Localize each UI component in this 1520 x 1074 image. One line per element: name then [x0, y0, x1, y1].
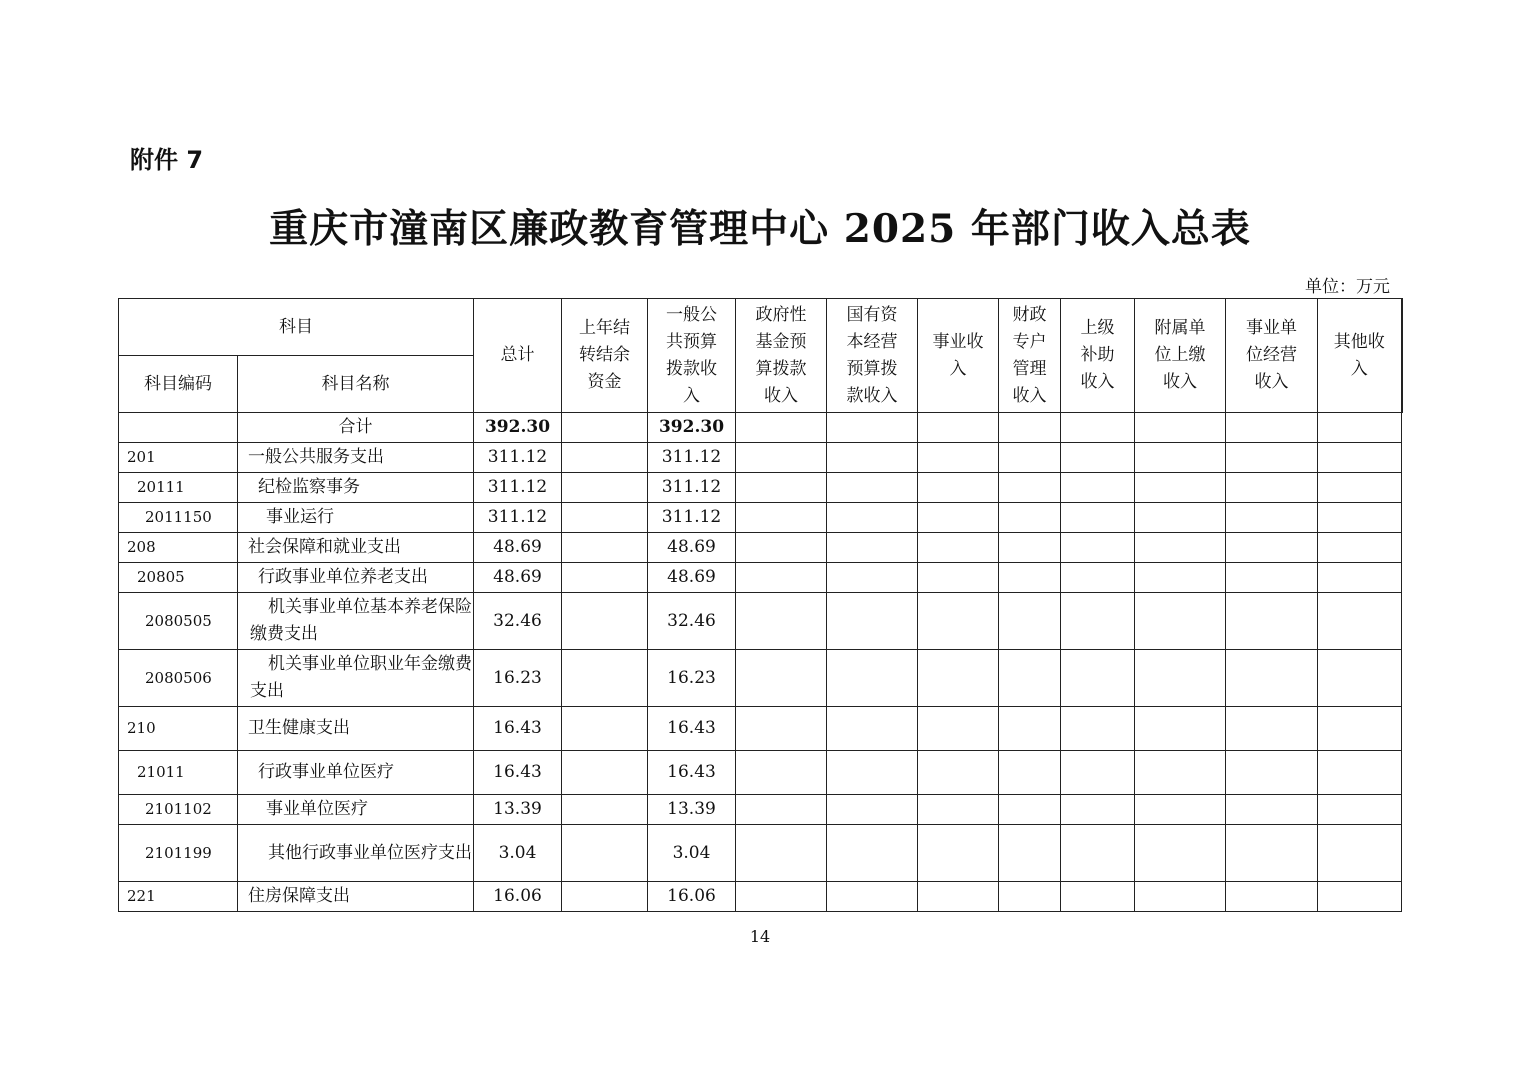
attachment-label: 附件 7	[130, 146, 204, 174]
header-subject-code: 科目编码	[119, 356, 238, 413]
row-name: 纪检监察事务	[238, 473, 474, 503]
income-summary-table	[118, 298, 1403, 912]
row-total: 16.06	[474, 882, 562, 912]
row-general: 311.12	[648, 503, 736, 533]
table-body	[119, 413, 1402, 912]
row-code: 210	[119, 707, 238, 751]
row-empty-cell	[562, 413, 648, 443]
row-name: 其他行政事业单位医疗支出	[238, 825, 474, 882]
row-name: 机关事业单位基本养老保险缴费支出	[238, 593, 474, 650]
table-row	[119, 795, 1402, 825]
header-col-total: 总计	[474, 299, 562, 413]
header-col-superior-subsidy: 上级补助收入	[1061, 299, 1135, 413]
row-total: 13.39	[474, 795, 562, 825]
row-code: 2101102	[119, 795, 238, 825]
table-row	[119, 413, 1402, 443]
row-general: 48.69	[648, 533, 736, 563]
table-row	[119, 707, 1402, 751]
row-name: 行政事业单位养老支出	[238, 563, 474, 593]
row-total: 311.12	[474, 503, 562, 533]
row-code: 2101199	[119, 825, 238, 882]
row-general: 32.46	[648, 593, 736, 650]
header-col-unit-operation: 事业单位经营收入	[1226, 299, 1318, 413]
table-header	[119, 299, 1402, 413]
row-total: 48.69	[474, 533, 562, 563]
row-code: 221	[119, 882, 238, 912]
row-code: 201	[119, 443, 238, 473]
header-col-affiliate: 附属单位上缴收入	[1135, 299, 1226, 413]
header-subject: 科目	[119, 299, 474, 356]
row-total: 3.04	[474, 825, 562, 882]
table-row	[119, 825, 1402, 882]
table-row	[119, 533, 1402, 563]
header-col-carryover: 上年结转结余资金	[562, 299, 648, 413]
unit-label: 单位：万元	[1305, 277, 1390, 297]
row-name: 住房保障支出	[238, 882, 474, 912]
row-name: 事业单位医疗	[238, 795, 474, 825]
row-name: 一般公共服务支出	[238, 443, 474, 473]
row-code	[119, 413, 238, 443]
header-col-special-account: 财政专户管理收入	[999, 299, 1061, 413]
row-general: 16.43	[648, 707, 736, 751]
row-total: 16.43	[474, 707, 562, 751]
header-col-general-budget: 一般公共预算拨款收入	[648, 299, 736, 413]
row-total: 16.43	[474, 751, 562, 795]
row-code: 2080505	[119, 593, 238, 650]
row-name: 事业运行	[238, 503, 474, 533]
table-row	[119, 593, 1402, 650]
table-row	[119, 473, 1402, 503]
row-name: 合计	[238, 413, 474, 443]
row-code: 2011150	[119, 503, 238, 533]
table-row	[119, 650, 1402, 707]
header-col-state-capital: 国有资本经营预算拨款收入	[827, 299, 918, 413]
row-general: 311.12	[648, 473, 736, 503]
row-name: 机关事业单位职业年金缴费支出	[238, 650, 474, 707]
row-total: 16.23	[474, 650, 562, 707]
table-row	[119, 882, 1402, 912]
table-row	[119, 563, 1402, 593]
header-col-other: 其他收入	[1318, 299, 1402, 413]
row-code: 208	[119, 533, 238, 563]
table-row	[119, 751, 1402, 795]
row-general: 311.12	[648, 443, 736, 473]
row-total: 48.69	[474, 563, 562, 593]
row-code: 20805	[119, 563, 238, 593]
row-name: 社会保障和就业支出	[238, 533, 474, 563]
header-col-gov-fund: 政府性基金预算拨款收入	[736, 299, 827, 413]
row-total: 392.30	[474, 413, 562, 443]
page-number: 14	[749, 927, 771, 946]
row-general: 16.06	[648, 882, 736, 912]
row-total: 311.12	[474, 473, 562, 503]
row-general: 3.04	[648, 825, 736, 882]
row-name: 行政事业单位医疗	[238, 751, 474, 795]
row-general: 13.39	[648, 795, 736, 825]
row-general: 16.43	[648, 751, 736, 795]
header-col-business: 事业收入	[918, 299, 999, 413]
row-general: 48.69	[648, 563, 736, 593]
row-total: 32.46	[474, 593, 562, 650]
row-total: 311.12	[474, 443, 562, 473]
table-row	[119, 443, 1402, 473]
page-title: 重庆市潼南区廉政教育管理中心 2025 年部门收入总表	[269, 206, 1251, 252]
row-name: 卫生健康支出	[238, 707, 474, 751]
row-code: 20111	[119, 473, 238, 503]
row-code: 21011	[119, 751, 238, 795]
header-subject-name: 科目名称	[238, 356, 474, 413]
row-general: 16.23	[648, 650, 736, 707]
table-row	[119, 503, 1402, 533]
row-code: 2080506	[119, 650, 238, 707]
row-general: 392.30	[648, 413, 736, 443]
